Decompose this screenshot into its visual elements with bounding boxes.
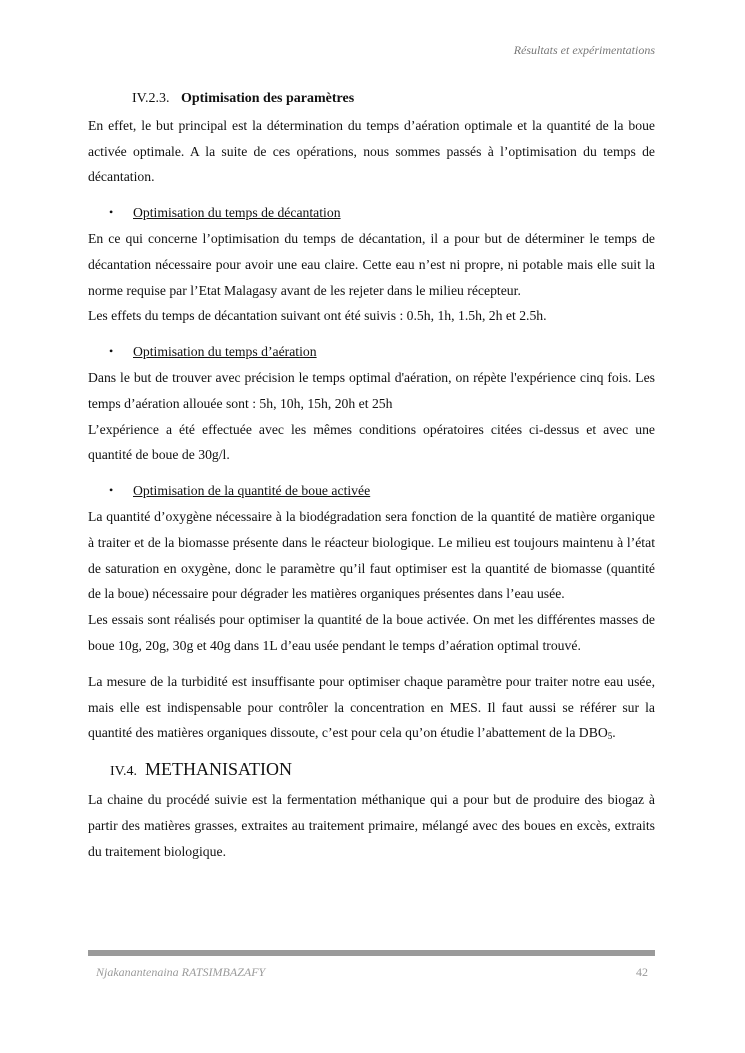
section-heading-iv-4 [110,757,655,785]
section-heading-iv-2-3 [132,86,655,112]
section-title: Optimisation des paramètres [180,91,355,106]
bullet-item-aeration [109,339,655,365]
bullet-item-decantation [109,200,655,226]
section-number: IV.4. [110,764,137,780]
paragraph-aeration-1: Dans le but de trouver avec précision le temps optimal d'aération, on répète l'expérience cinq fois. Les temps d’aération allouée sont : 5h, 10h, 15h, 20h et 25h [88,369,655,411]
bullet-item-boue [109,478,655,504]
section-title: METHANISATION [144,759,292,780]
paragraph-boue-1: La quantité d’oxygène nécessaire à la biodégradation sera fonction de la quantité de matière organique à traiter et de la biomasse présente dans le réacteur biologique. Le milieu est toujours maintenu à l’état de saturation en oxygène, donc le paramètre qu’il faut optimiser est la quantité de biomasse (quantité de la boue) nécessaire pour dégrader les matières organiques présentes dans l’eau usée. [88,508,655,602]
footer-divider [88,950,655,956]
page-number: 42 [636,965,648,979]
bullet-icon: • [109,205,114,220]
footer-author: Njakanantenaina RATSIMBAZAFY [96,965,266,979]
paragraph-intro: En effet, le but principal est la détermination du temps d’aération optimale et la quantité de la boue activée optimale. A la suite de ces opérations, nous sommes passés à l’optimisation du temps de décantation. [88,117,655,185]
section-number: IV.2.3. [132,91,170,106]
turbidity-text: La mesure de la turbidité est insuffisante pour optimiser chaque paramètre pour traiter notre eau usée, mais elle est indispensable pour contrôler la concentration en MES. Il faut aussi se référer sur la quantité des matières organiques dissoute, c’est pour cela qu’on étudie l’abattement de la DBO [88,673,655,741]
paragraph-turbidity [88,669,655,746]
paragraph-methanisation: La chaine du procédé suivie est la fermentation méthanique qui a pour but de produire des biogaz à partir des matières grasses, extraites au traitement primaire, mélangé avec des boues en excès, extraits du traitement biologique. [88,791,655,859]
turbidity-end: . [612,725,616,741]
paragraph-decantation-2: Les effets du temps de décantation suivant ont été suivis : 0.5h, 1h, 1.5h, 2h et 2.5h. [88,308,547,324]
bullet-icon: • [109,483,114,498]
paragraph-aeration-2: L’expérience a été effectuée avec les mêmes conditions opératoires citées ci-dessus et avec une quantité de boue de 30g/l. [88,421,655,463]
paragraph-boue-2: Les essais sont réalisés pour optimiser la quantité de la boue activée. On met les différentes masses de boue 10g, 20g, 30g et 40g dans 1L d’eau usée pendant le temps d’aération optimal trouvé. [88,612,655,653]
dbo-subscript: 5 [607,731,613,742]
running-header: Résultats et expérimentations [513,43,655,57]
bullet-label: Optimisation du temps de décantation [133,205,341,221]
bullet-label: Optimisation du temps d’aération [133,344,317,360]
page-body [88,86,655,864]
bullet-icon: • [109,344,114,359]
bullet-label: Optimisation de la quantité de boue activée [133,483,371,499]
paragraph-decantation-1: En ce qui concerne l’optimisation du temps de décantation, il a pour but de déterminer le temps de décantation nécessaire pour avoir une eau claire. Cette eau n’est ni propre, ni potable mais elle suit la norme requise par l’Etat Malagasy avant de les rejeter dans le milieu récepteur. [88,230,655,298]
